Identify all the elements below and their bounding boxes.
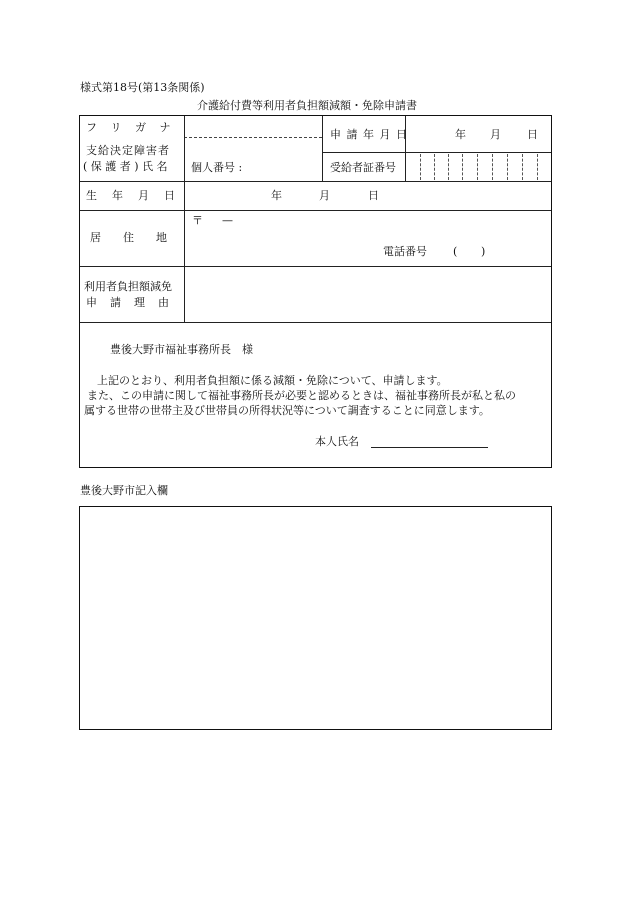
- form-number: 様式第18号(第13条関係): [80, 81, 205, 94]
- form-title: 介護給付費等利用者負担額減額・免除申請書: [197, 99, 417, 112]
- cert-digit-divider: [507, 154, 508, 180]
- cert-digit-divider: [537, 154, 538, 180]
- birthdate-year: 年: [271, 189, 282, 202]
- declaration-line3: 属する世帯の世帯主及び世帯員の所得状況等について調査することに同意します。: [84, 404, 490, 417]
- reason-label-line2: 申 請 理 由: [86, 296, 170, 309]
- birthdate-month: 月: [319, 189, 330, 202]
- recipient-cert-label: 受給者証番号: [330, 161, 396, 174]
- date-label-left-divider: [322, 116, 323, 181]
- date-label-right-divider: [405, 116, 406, 181]
- cert-digit-divider: [420, 154, 421, 180]
- postal-dash: —: [222, 214, 233, 227]
- row-divider-1: [80, 181, 551, 182]
- application-date-label: 申 請 年 月 日: [330, 128, 408, 141]
- birthdate-label: 生 年 月 日: [86, 189, 177, 202]
- cert-digit-divider: [492, 154, 493, 180]
- furigana-label: フ リ ガ ナ: [86, 121, 176, 134]
- signature-label: 本人氏名: [315, 435, 359, 448]
- declaration-line2: また、この申請に関して福祉事務所長が必要と認めるときは、福祉事務所長が私と私の: [87, 389, 516, 402]
- application-date-year: 年: [455, 128, 466, 141]
- label-column-divider: [184, 116, 185, 322]
- personal-number-label: 個人番号 :: [191, 161, 243, 174]
- declaration-line1: 上記のとおり、利用者負担額に係る減額・免除について、申請します。: [97, 374, 448, 387]
- address-label: 居 住 地: [90, 231, 167, 244]
- phone-paren-open: (: [453, 245, 458, 258]
- cert-digit-divider: [462, 154, 463, 180]
- cert-digit-divider: [448, 154, 449, 180]
- row-divider-2: [80, 210, 551, 211]
- date-row-divider: [322, 152, 551, 153]
- row-divider-3: [80, 266, 551, 267]
- applicant-label-line2: ( 保 護 者 ) 氏 名: [83, 160, 168, 173]
- office-use-label: 豊後大野市記入欄: [80, 484, 168, 497]
- applicant-label-line1: 支給決定障害者: [86, 144, 170, 157]
- cert-digit-divider: [522, 154, 523, 180]
- application-date-day: 日: [527, 128, 538, 141]
- birthdate-day: 日: [368, 189, 379, 202]
- phone-label: 電話番号: [383, 245, 427, 258]
- phone-paren-close: ): [481, 245, 486, 258]
- applicant-name-field[interactable]: [188, 140, 318, 154]
- furigana-divider: [184, 137, 322, 138]
- signature-line[interactable]: [371, 447, 488, 448]
- office-use-box: [79, 506, 552, 730]
- addressee: 豊後大野市福祉事務所長 様: [110, 343, 253, 356]
- cert-digit-divider: [434, 154, 435, 180]
- furigana-field[interactable]: [188, 120, 318, 134]
- application-date-month: 月: [490, 128, 501, 141]
- row-divider-4: [80, 322, 551, 323]
- cert-digit-divider: [477, 154, 478, 180]
- reason-label-line1: 利用者負担額減免: [84, 280, 172, 293]
- postal-mark: 〒: [192, 214, 203, 227]
